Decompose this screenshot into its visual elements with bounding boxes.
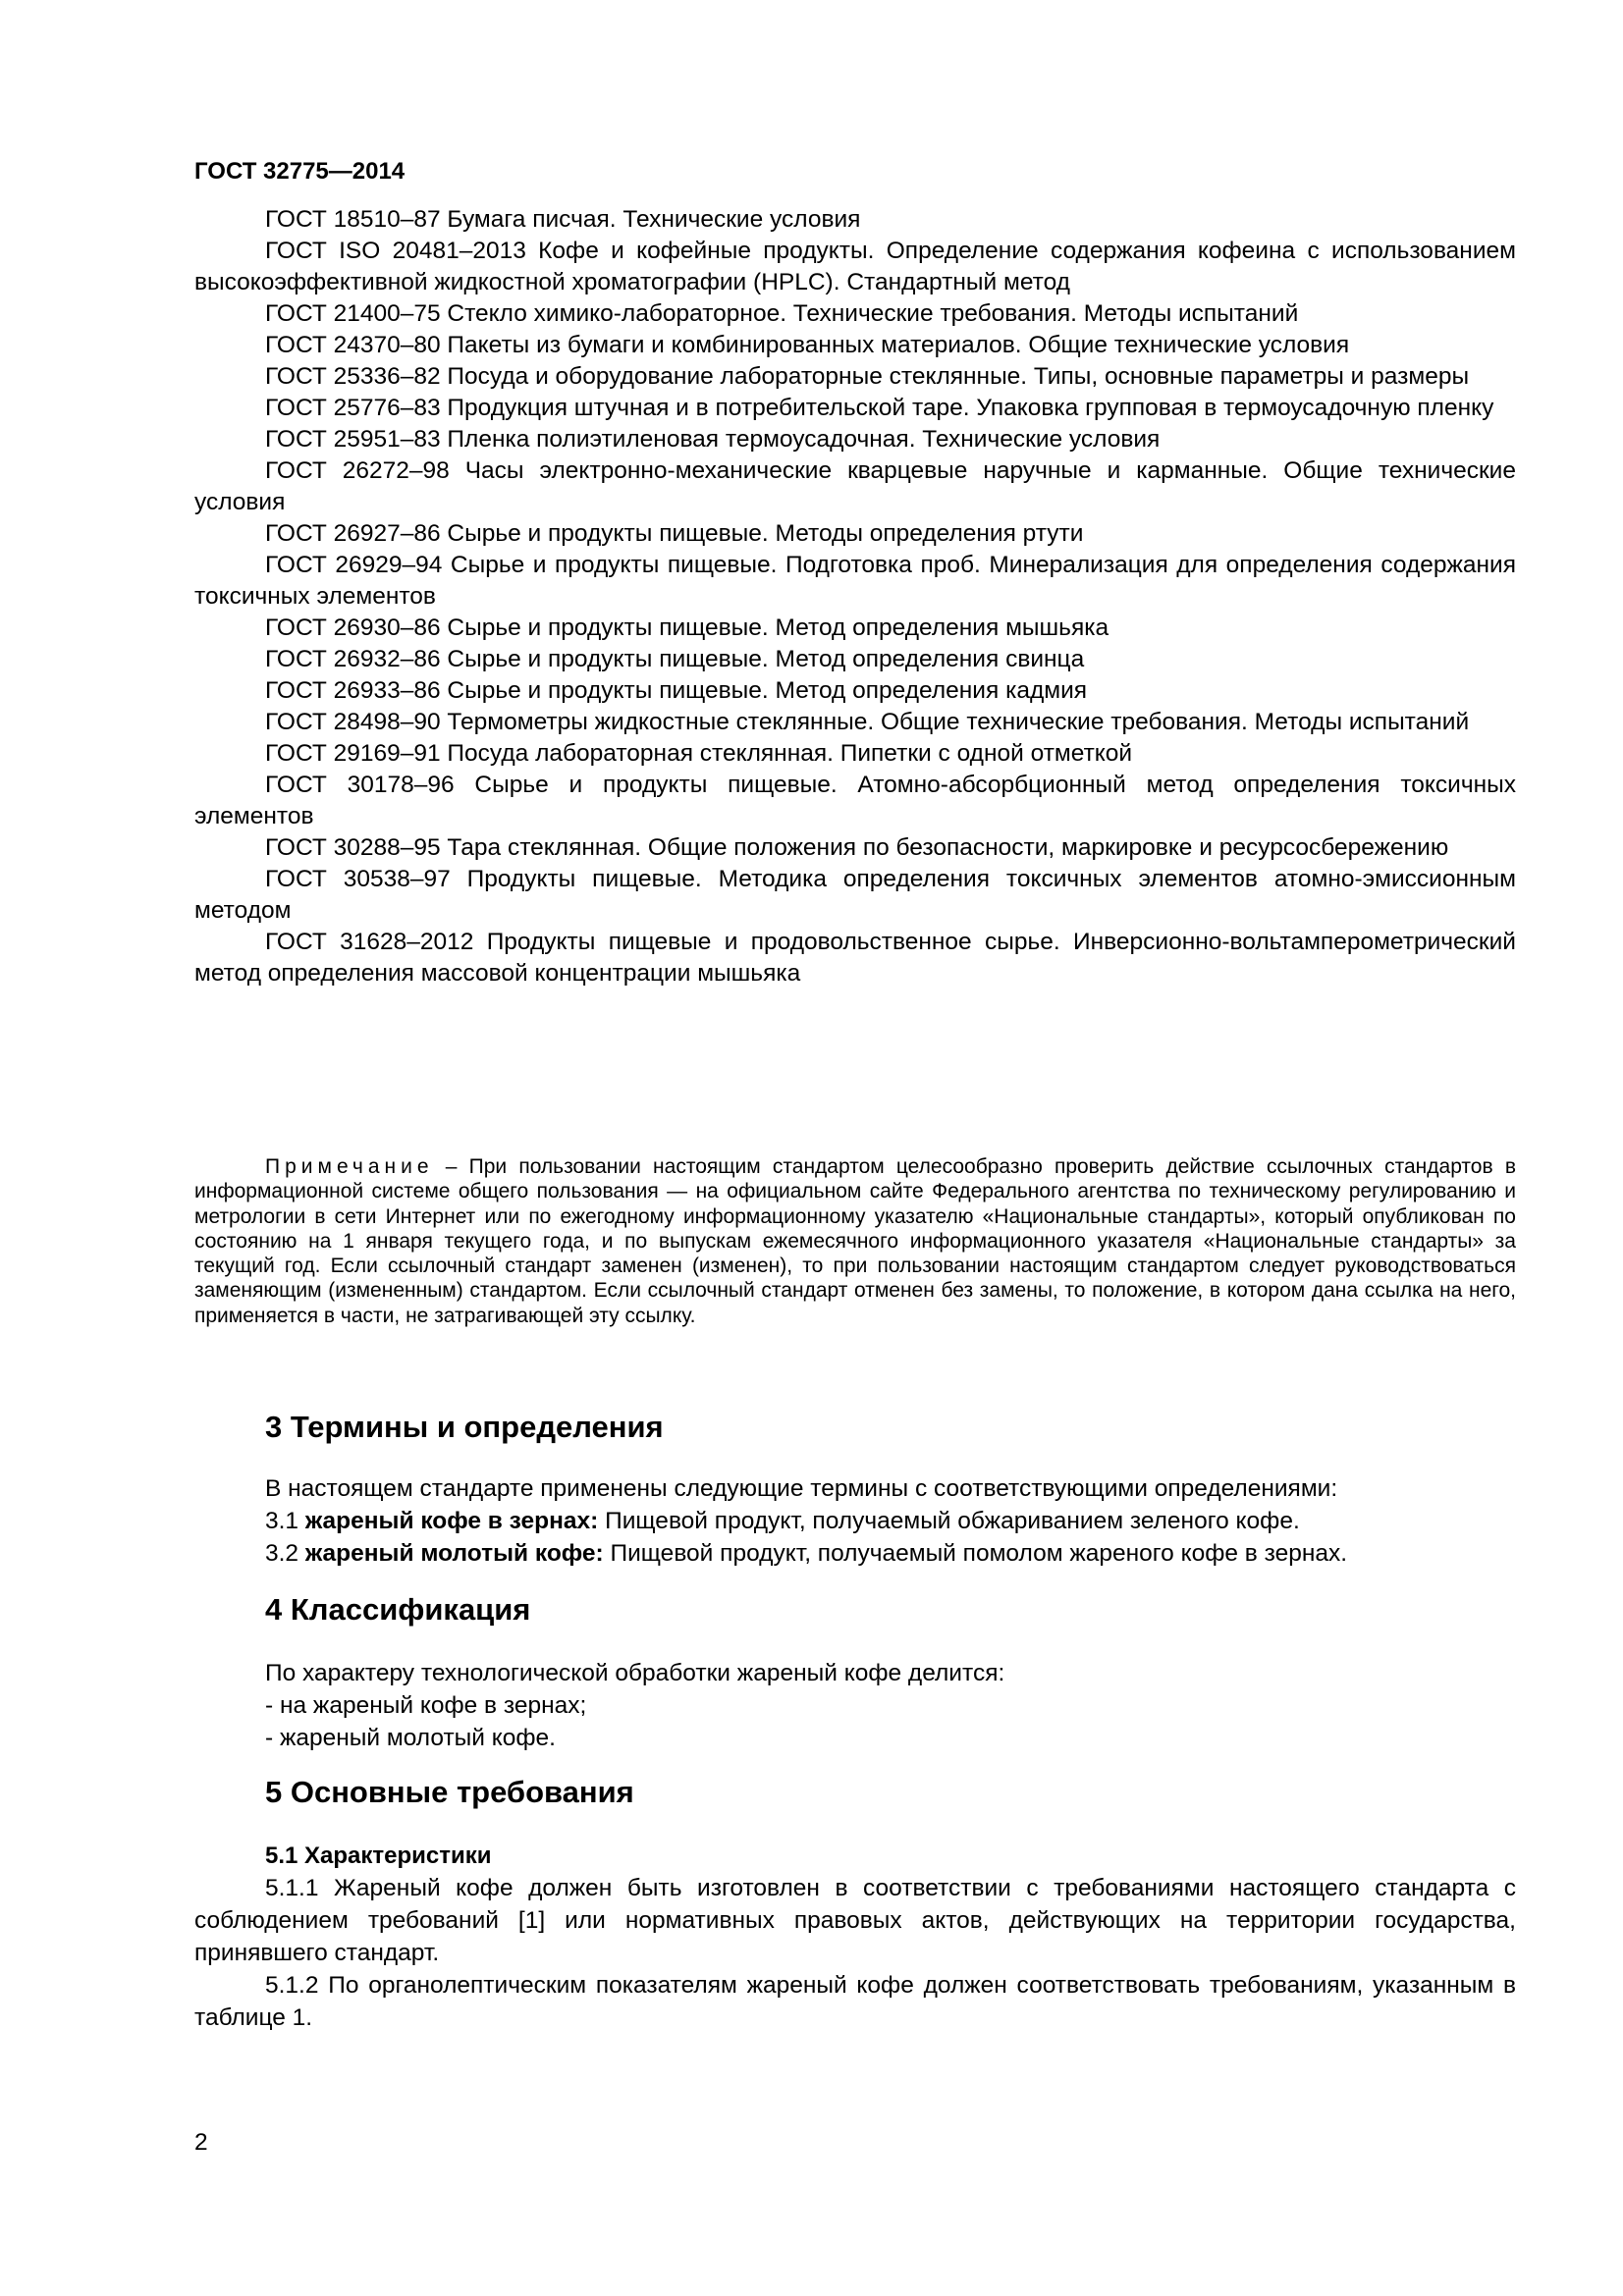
reference-item: ГОСТ 26929–94 Сырье и продукты пищевые. Подготовка проб. Минерализация для определения содержания токсичных элементов [194, 552, 1516, 610]
section-4-intro: По характеру технологической обработки жареный кофе делится: [265, 1660, 1005, 1686]
document-page [194, 0, 1516, 2296]
term-item [194, 1505, 1516, 1537]
term-name: жареный кофе в зернах: [304, 1508, 599, 1534]
paragraph: 5.1.2 По органолептическим показателям жареный кофе должен соответствовать требованиям, указанным в таблице 1. [194, 1972, 1516, 2031]
section-5-title: 5 Основные требования [265, 1775, 634, 1809]
reference-item: ГОСТ 26272–98 Часы электронно-механические кварцевые наручные и карманные. Общие технические условия [194, 457, 1516, 515]
reference-item: ГОСТ 31628–2012 Продукты пищевые и продовольственное сырье. Инверсионно-вольтамперометрический метод определения массовой концентрации мышьяка [194, 929, 1516, 987]
section-4-title: 4 Классификация [265, 1592, 531, 1627]
subsection-5-1-title: 5.1 Характеристики [265, 1842, 492, 1869]
term-definition: Пищевой продукт, получаемый обжариванием зеленого кофе. [598, 1508, 1300, 1534]
section-3-intro: В настоящем стандарте применены следующие термины с соответствующими определениями: [265, 1475, 1338, 1502]
section-4-body [194, 1657, 1516, 1754]
paragraph: 5.1.1 Жареный кофе должен быть изготовлен в соответствии с требованиями настоящего стандарта с соблюдением требований [1] или нормативных правовых актов, действующих на территории государства, принявшего стандарт. [194, 1875, 1516, 1966]
reference-item: ГОСТ ISO 20481–2013 Кофе и кофейные продукты. Определение содержания кофеина с использованием высокоэффективной жидкостной хроматографии (HPLC). Стандартный метод [194, 238, 1516, 295]
section-3-title: 3 Термины и определения [265, 1410, 664, 1444]
reference-item: ГОСТ 25336–82 Посуда и оборудование лабораторные стеклянные. Типы, основные параметры и размеры [265, 363, 1470, 390]
page-number: 2 [194, 2129, 208, 2156]
term-number: 3.2 [265, 1540, 305, 1567]
reference-item: ГОСТ 30538–97 Продукты пищевые. Методика определения токсичных элементов атомно-эмиссионным методом [194, 866, 1516, 924]
reference-item: ГОСТ 24370–80 Пакеты из бумаги и комбинированных материалов. Общие технические условия [265, 332, 1350, 358]
term-item [194, 1537, 1516, 1570]
term-number: 3.1 [265, 1508, 305, 1534]
reference-item: ГОСТ 29169–91 Посуда лабораторная стеклянная. Пипетки с одной отметкой [265, 740, 1133, 767]
reference-item: ГОСТ 25776–83 Продукция штучная и в потребительской таре. Упаковка групповая в термоусадочную пленку [265, 395, 1494, 421]
note-paragraph [194, 1154, 1516, 1328]
reference-item: ГОСТ 25951–83 Пленка полиэтиленовая термоусадочная. Технические условия [265, 426, 1161, 453]
note-block [194, 1154, 1516, 1328]
reference-item: ГОСТ 30288–95 Тара стеклянная. Общие положения по безопасности, маркировке и ресурсосбережению [265, 834, 1449, 861]
term-name: жареный молотый кофе: [304, 1540, 604, 1567]
normative-references-list [194, 204, 1516, 989]
reference-item: ГОСТ 21400–75 Стекло химико-лабораторное. Технические требования. Методы испытаний [265, 300, 1299, 327]
reference-item: ГОСТ 28498–90 Термометры жидкостные стеклянные. Общие технические требования. Методы испытаний [265, 709, 1470, 735]
reference-item: ГОСТ 26933–86 Сырье и продукты пищевые. Метод определения кадмия [265, 677, 1088, 704]
reference-item: ГОСТ 26927–86 Сырье и продукты пищевые. Методы определения ртути [265, 520, 1084, 547]
section-5-body [194, 1840, 1516, 2034]
note-label: Примечание [265, 1155, 434, 1178]
document-code-header: ГОСТ 32775—2014 [194, 158, 406, 185]
reference-item: ГОСТ 26932–86 Сырье и продукты пищевые. Метод определения свинца [265, 646, 1085, 672]
list-item: - на жареный кофе в зернах; [265, 1692, 587, 1719]
reference-item: ГОСТ 26930–86 Сырье и продукты пищевые. Метод определения мышьяка [265, 614, 1109, 641]
section-3-body [194, 1472, 1516, 1570]
note-text: – При пользовании настоящим стандартом целесообразно проверить действие ссылочных стандартов в информационной системе общего пользования — на официальном сайте Федерального агентства по техническому регулированию и метрологии в сети Интернет или по ежегодному информационному указателю «Национальные стандарты», который опубликован по состоянию на 1 января текущего года, и по выпускам ежемесячного информационного указателя «Национальные стандарты» за текущий год. Если ссылочный стандарт заменен (изменен), то при пользовании настоящим стандартом следует руководствоваться заменяющим (измененным) стандартом. Если ссылочный стандарт отменен без замены, то положение, в котором дана ссылка на него, применяется в части, не затрагивающей эту ссылку. [194, 1155, 1516, 1327]
reference-item: ГОСТ 18510–87 Бумага писчая. Технические условия [265, 206, 861, 233]
list-item: - жареный молотый кофе. [265, 1725, 556, 1751]
reference-item: ГОСТ 30178–96 Сырье и продукты пищевые. Атомно-абсорбционный метод определения токсичных элементов [194, 772, 1516, 829]
term-definition: Пищевой продукт, получаемый помолом жареного кофе в зернах. [603, 1540, 1348, 1567]
